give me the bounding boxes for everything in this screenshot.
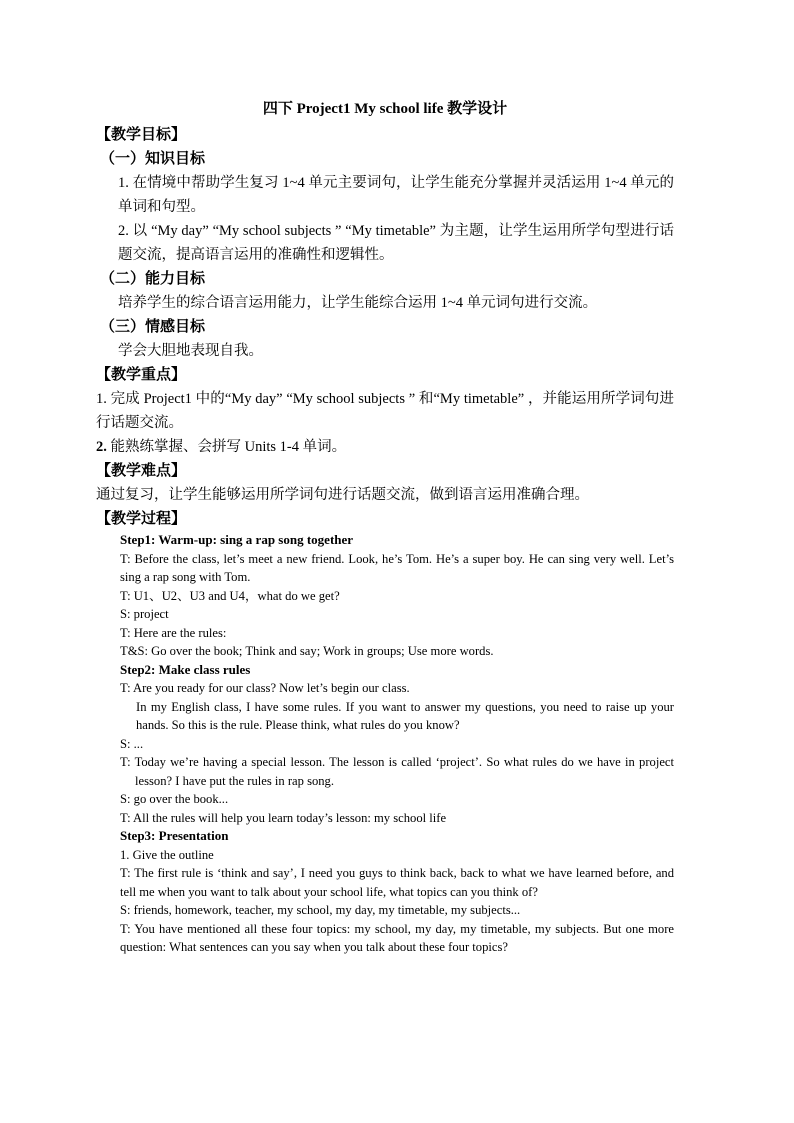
step1-title: Step1: Warm-up: sing a rap song together (120, 532, 354, 547)
ability-heading: （二）能力目标 (100, 271, 206, 287)
step3-line: S: friends, homework, teacher, my school, my day, my timetable, my subjects... (120, 903, 521, 917)
step1-line: T: Before the class, let’s meet a new friend. Look, he’s Tom. He’s a super boy. He can sing very well. Let’s sing a rap song with Tom. (120, 551, 674, 584)
knowledge-item-2: 2. 以 “My day” “My school subjects ” “My timetable” 为主题，让学生运用所学句型进行话题交流，提高语言运用的准确性和逻辑性。 (118, 223, 674, 263)
step3-line: 1. Give the outline (120, 847, 214, 862)
step1-line: T&S: Go over the book; Think and say; Work in groups; Use more words. (120, 644, 494, 658)
step1-line: T: Here are the rules: (120, 625, 227, 640)
key-point-2 (96, 435, 674, 459)
emotion-heading: （三）情感目标 (100, 319, 206, 335)
step3-line: T: The first rule is ‘think and say’, I need you guys to think back, back to what we have learned before, and tell me when you want to talk about your school life, what topics can you think of? (120, 866, 674, 899)
step2-title: Step2: Make class rules (120, 661, 251, 677)
key-point-2-text: 能熟练掌握、会拼写 Units 1-4 单词。 (106, 439, 347, 455)
key-point-1: 1. 完成 Project1 中的“My day” “My school subjects ” 和“My timetable” ，并能运用所学词句进行话题交流。 (96, 391, 674, 431)
key-point-2-number: 2. (96, 439, 107, 455)
step3-title: Step3: Presentation (120, 828, 229, 843)
difficult-points-text: 通过复习，让学生能够运用所学词句进行话题交流，做到语言运用准确合理。 (96, 487, 589, 503)
objectives-heading: 【教学目标】 (96, 127, 187, 143)
knowledge-heading: （一）知识目标 (100, 151, 206, 167)
document-title: 四下 Project1 My school life 教学设计 (262, 101, 508, 117)
step3-line: T: You have mentioned all these four topics: my school, my day, my timetable, my subjects. But one more question: What sentences can you say when you talk about these four topics? (120, 921, 674, 954)
step1-line: S: project (120, 607, 169, 621)
ability-text: 培养学生的综合语言运用能力，让学生能综合运用 1~4 单元词句进行交流。 (118, 295, 598, 311)
step2-line: T: All the rules will help you learn today’s lesson: my school life (120, 810, 447, 825)
step2-line: In my English class, I have some rules. If you want to answer my questions, you need to raise up your hands. So this is the rule. Please think, what rules do you know? (136, 699, 674, 732)
step2-line: T: Today we’re having a special lesson. The lesson is called ‘project’. So what rules do we have in project lesson? I have put the rules in rap song. (120, 755, 674, 788)
step1-line: T: U1、U2、U3 and U4，what do we get? (120, 588, 340, 603)
step2-line: S: ... (120, 736, 144, 751)
step2-line: T: Are you ready for our class? Now let’s begin our class. (120, 681, 410, 695)
knowledge-item-1: 1. 在情境中帮助学生复习 1~4 单元主要词句，让学生能充分掌握并灵活运用 1~4 单元的单词和句型。 (118, 175, 674, 215)
process-heading: 【教学过程】 (96, 511, 187, 527)
difficult-points-heading: 【教学难点】 (96, 463, 187, 479)
emotion-text: 学会大胆地表现自我。 (118, 343, 263, 359)
key-points-heading: 【教学重点】 (96, 367, 187, 383)
step2-line: S: go over the book... (120, 792, 229, 806)
document-page (96, 98, 674, 957)
process-body (96, 531, 674, 957)
